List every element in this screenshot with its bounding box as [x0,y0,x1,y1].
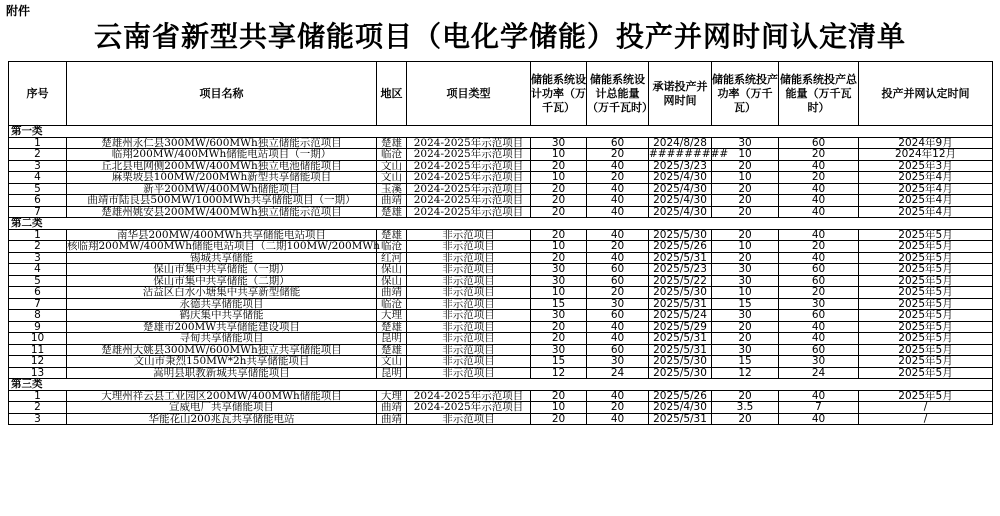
table-row [9,402,993,414]
cell-design-energy: 40 [587,195,649,207]
cell-actual-power: 20 [712,160,779,172]
cell-design-energy: 20 [587,287,649,299]
category-row [9,379,993,391]
cell-confirmed-date: 2025年5月 [859,321,993,333]
category-label: 第二类 [9,218,993,230]
cell-region: 保山 [377,275,407,287]
cell-project-type: 非示范项目 [407,333,531,345]
cell-region: 曲靖 [377,402,407,414]
cell-actual-energy: 7 [779,402,859,414]
cell-actual-power: 15 [712,298,779,310]
cell-promised-date: 2025/5/30 [649,367,712,379]
cell-project-name: 鹤庆集中共享储能 [67,310,377,322]
cell-actual-energy: 20 [779,287,859,299]
cell-design-energy: 40 [587,229,649,241]
cell-confirmed-date: / [859,402,993,414]
col-header-index: 序号 [9,62,67,126]
cell-design-energy: 40 [587,160,649,172]
cell-project-name: 楚雄市200MW共享储能建设项目 [67,321,377,333]
cell-design-energy: 60 [587,310,649,322]
cell-actual-energy: 40 [779,195,859,207]
cell-promised-date: 2025/5/26 [649,241,712,253]
cell-project-name: 麻栗坡县100MW/200MWh新型共享储能项目 [67,172,377,184]
cell-region: 大理 [377,310,407,322]
cell-project-name: 临翔200MW/400MWh储能电站项目（一期） [67,149,377,161]
cell-promised-date: 2025/5/29 [649,321,712,333]
cell-confirmed-date: 2025年5月 [859,310,993,322]
cell-confirmed-date: 2025年5月 [859,252,993,264]
cell-project-name: 曲靖市陆良县500MW/1000MWh共享储能项目（一期） [67,195,377,207]
cell-promised-date: 2025/4/30 [649,402,712,414]
cell-design-energy: 60 [587,264,649,276]
col-header-design-energy: 储能系统设计总能量（万千瓦时） [587,62,649,126]
cell-promised-date: 2025/5/31 [649,344,712,356]
cell-actual-power: 3.5 [712,402,779,414]
cell-design-energy: 20 [587,402,649,414]
cell-confirmed-date: 2025年4月 [859,206,993,218]
cell-design-power: 20 [531,206,587,218]
cell-design-power: 15 [531,356,587,368]
cell-project-type: 非示范项目 [407,229,531,241]
table-row [9,413,993,425]
cell-design-power: 20 [531,390,587,402]
cell-confirmed-date: 2025年4月 [859,183,993,195]
cell-project-name: 新平200MW/400MWh储能项目 [67,183,377,195]
table-row [9,252,993,264]
col-header-project-type: 项目类型 [407,62,531,126]
cell-index: 2 [9,402,67,414]
cell-promised-date: 2025/5/22 [649,275,712,287]
cell-index: 9 [9,321,67,333]
cell-region: 楚雄 [377,344,407,356]
cell-design-power: 20 [531,160,587,172]
table-row [9,160,993,172]
cell-confirmed-date: 2025年5月 [859,275,993,287]
cell-index: 11 [9,344,67,356]
cell-index: 10 [9,333,67,345]
col-header-design-power: 储能系统设计功率（万千瓦） [531,62,587,126]
cell-promised-date: 2025/5/23 [649,264,712,276]
cell-actual-power: 30 [712,310,779,322]
cell-actual-energy: 60 [779,137,859,149]
cell-design-power: 20 [531,333,587,345]
page-title: 云南省新型共享储能项目（电化学储能）投产并网时间认定清单 [93,20,906,53]
cell-project-name: 永德共享储能项目 [67,298,377,310]
cell-design-power: 20 [531,229,587,241]
cell-region: 昆明 [377,333,407,345]
cell-project-type: 2024-2025年示范项目 [407,149,531,161]
table-row [9,275,993,287]
cell-design-energy: 40 [587,333,649,345]
table-row [9,264,993,276]
cell-project-name: 保山市集中共享储能（一期） [67,264,377,276]
cell-confirmed-date: 2024年9月 [859,137,993,149]
cell-actual-energy: 60 [779,310,859,322]
cell-project-type: 2024-2025年示范项目 [407,172,531,184]
cell-actual-energy: 40 [779,321,859,333]
cell-promised-date: 2025/5/26 [649,390,712,402]
cell-region: 曲靖 [377,195,407,207]
cell-actual-power: 20 [712,413,779,425]
cell-actual-energy: 30 [779,298,859,310]
cell-actual-power: 20 [712,390,779,402]
cell-project-name: 南华县200MW/400MWh共享储能电站项目 [67,229,377,241]
cell-index: 4 [9,172,67,184]
cell-project-name: 锡城共享储能 [67,252,377,264]
cell-actual-energy: 40 [779,390,859,402]
cell-region: 玉溪 [377,183,407,195]
cell-project-type: 2024-2025年示范项目 [407,183,531,195]
cell-index: 8 [9,310,67,322]
cell-index: 7 [9,298,67,310]
cell-project-type: 2024-2025年示范项目 [407,160,531,172]
cell-project-type: 非示范项目 [407,298,531,310]
col-header-actual-power: 储能系统投产功率（万千瓦） [712,62,779,126]
cell-promised-date: 2025/4/30 [649,206,712,218]
cell-region: 楚雄 [377,137,407,149]
cell-region: 文山 [377,172,407,184]
cell-region: 临沧 [377,298,407,310]
cell-actual-energy: 60 [779,344,859,356]
cell-actual-power: 30 [712,264,779,276]
cell-confirmed-date: 2025年5月 [859,390,993,402]
table-row [9,149,993,161]
cell-design-power: 30 [531,344,587,356]
cell-design-energy: 40 [587,183,649,195]
cell-design-energy: 20 [587,241,649,253]
cell-project-name: 华能花山200兆瓦共享储能电站 [67,413,377,425]
cell-index: 1 [9,137,67,149]
cell-design-energy: 40 [587,252,649,264]
cell-actual-power: 10 [712,149,779,161]
cell-promised-date: ######### [649,148,729,160]
cell-design-power: 10 [531,402,587,414]
cell-region: 楚雄 [377,206,407,218]
cell-region: 昆明 [377,367,407,379]
cell-actual-energy: 60 [779,264,859,276]
cell-index: 5 [9,183,67,195]
cell-project-type: 非示范项目 [407,367,531,379]
cell-confirmed-date: 2025年4月 [859,172,993,184]
cell-design-energy: 20 [587,172,649,184]
cell-actual-energy: 40 [779,413,859,425]
table-row [9,287,993,299]
cell-design-energy: 60 [587,137,649,149]
cell-actual-energy: 20 [779,241,859,253]
col-header-region: 地区 [377,62,407,126]
cell-project-name: 核临翔200MW/400MWh储能电站项目（二期100MW/200MWh [67,240,380,252]
table-row [9,344,993,356]
cell-design-power: 10 [531,149,587,161]
cell-region: 曲靖 [377,287,407,299]
cell-index: 6 [9,195,67,207]
cell-actual-power: 10 [712,241,779,253]
cell-design-energy: 40 [587,206,649,218]
cell-index: 6 [9,287,67,299]
col-header-promised-date: 承诺投产并网时间 [649,62,712,126]
table-row [9,241,993,253]
cell-project-type: 2024-2025年示范项目 [407,390,531,402]
cell-design-power: 20 [531,183,587,195]
cell-index: 3 [9,413,67,425]
cell-region: 曲靖 [377,413,407,425]
cell-confirmed-date: 2025年5月 [859,367,993,379]
cell-confirmed-date: 2025年5月 [859,241,993,253]
cell-design-energy: 60 [587,344,649,356]
cell-design-power: 30 [531,137,587,149]
cell-project-type: 非示范项目 [407,321,531,333]
cell-promised-date: 2025/5/31 [649,252,712,264]
cell-actual-power: 20 [712,321,779,333]
cell-project-name: 楚雄州姚安县200MW/400MWh独立储能示范项目 [67,206,377,218]
cell-actual-power: 12 [712,367,779,379]
cell-promised-date: 2025/5/30 [649,356,712,368]
cell-region: 保山 [377,264,407,276]
cell-project-name: 丘北县电网侧200MW/400MWh独立电池储能项目 [67,160,377,172]
cell-actual-power: 20 [712,252,779,264]
cell-project-type: 2024-2025年示范项目 [407,195,531,207]
cell-design-energy: 40 [587,413,649,425]
cell-region: 临沧 [377,149,407,161]
cell-confirmed-date: 2025年5月 [859,229,993,241]
cell-actual-energy: 40 [779,183,859,195]
cell-design-power: 30 [531,264,587,276]
cell-design-power: 10 [531,241,587,253]
cell-actual-energy: 40 [779,206,859,218]
cell-actual-power: 30 [712,344,779,356]
cell-design-energy: 40 [587,321,649,333]
category-row [9,218,993,230]
cell-design-power: 12 [531,367,587,379]
cell-actual-energy: 40 [779,333,859,345]
cell-index: 7 [9,206,67,218]
attachment-label: 附件 [6,4,31,18]
cell-actual-energy: 24 [779,367,859,379]
cell-actual-energy: 20 [779,149,859,161]
cell-actual-power: 20 [712,333,779,345]
cell-promised-date: 2025/4/30 [649,183,712,195]
table-row [9,390,993,402]
col-header-project-name: 项目名称 [67,62,377,126]
cell-project-type: 非示范项目 [407,356,531,368]
cell-project-name: 保山市集中共享储能（二期） [67,275,377,287]
cell-promised-date: 2025/5/30 [649,229,712,241]
cell-promised-date: 2025/5/31 [649,413,712,425]
cell-confirmed-date: 2025年5月 [859,298,993,310]
cell-design-power: 20 [531,413,587,425]
cell-promised-date: 2025/4/30 [649,172,712,184]
cell-project-type: 非示范项目 [407,287,531,299]
cell-promised-date: 2024/8/28 [649,137,712,149]
cell-design-energy: 60 [587,275,649,287]
table-row [9,356,993,368]
category-row [9,126,993,138]
col-header-confirmed-date: 投产并网认定时间 [859,62,993,126]
category-label: 第一类 [9,126,993,138]
cell-design-power: 15 [531,298,587,310]
cell-project-type: 非示范项目 [407,310,531,322]
cell-project-type: 2024-2025年示范项目 [407,402,531,414]
table-row [9,310,993,322]
cell-confirmed-date: 2025年3月 [859,160,993,172]
cell-confirmed-date: 2025年5月 [859,264,993,276]
cell-project-name: 嵩明县职教新城共享储能项目 [67,367,377,379]
cell-project-type: 非示范项目 [407,252,531,264]
cell-project-name: 沾益区白水小塘集中共享新型储能 [67,287,377,299]
cell-project-name: 大理州祥云县工业园区200MW/400MWh储能项目 [67,390,377,402]
table-row [9,333,993,345]
cell-region: 文山 [377,356,407,368]
cell-confirmed-date: 2025年5月 [859,344,993,356]
cell-confirmed-date: 2025年4月 [859,195,993,207]
table-row [9,137,993,149]
cell-project-type: 2024-2025年示范项目 [407,137,531,149]
table-row [9,298,993,310]
table-row [9,195,993,207]
table-header-row [9,62,993,126]
cell-design-power: 30 [531,275,587,287]
cell-actual-power: 20 [712,183,779,195]
cell-actual-energy: 30 [779,356,859,368]
cell-design-power: 20 [531,252,587,264]
cell-region: 红河 [377,252,407,264]
cell-actual-power: 30 [712,137,779,149]
cell-project-name: 寻甸共享储能项目 [67,333,377,345]
cell-promised-date: 2025/3/23 [649,160,712,172]
cell-index: 5 [9,275,67,287]
cell-promised-date: 2025/5/31 [649,333,712,345]
cell-actual-energy: 60 [779,275,859,287]
cell-actual-power: 10 [712,287,779,299]
cell-actual-power: 20 [712,195,779,207]
cell-confirmed-date: 2025年5月 [859,333,993,345]
cell-index: 13 [9,367,67,379]
category-label: 第三类 [9,379,993,391]
cell-project-name: 宣威电厂共享储能项目 [67,402,377,414]
table-row [9,183,993,195]
cell-actual-power: 30 [712,275,779,287]
cell-region: 临沧 [377,241,407,253]
cell-actual-energy: 40 [779,229,859,241]
cell-design-energy: 30 [587,298,649,310]
table-row [9,206,993,218]
cell-design-power: 20 [531,321,587,333]
col-header-actual-energy: 储能系统投产总能量（万千瓦时） [779,62,859,126]
cell-actual-power: 10 [712,172,779,184]
project-table [8,61,993,425]
cell-project-name: 楚雄州永仁县300MW/600MWh独立储能示范项目 [67,137,377,149]
cell-region: 文山 [377,160,407,172]
cell-actual-power: 20 [712,229,779,241]
cell-index: 12 [9,356,67,368]
cell-index: 3 [9,160,67,172]
cell-promised-date: 2025/5/24 [649,310,712,322]
cell-project-type: 非示范项目 [407,264,531,276]
cell-promised-date: 2025/5/31 [649,298,712,310]
cell-actual-energy: 40 [779,252,859,264]
cell-region: 楚雄 [377,321,407,333]
cell-index: 3 [9,252,67,264]
cell-index: 2 [9,149,67,161]
cell-project-type: 非示范项目 [407,413,531,425]
cell-project-name: 文山市秉烈150MW*2h共享储能项目 [67,356,377,368]
table-row [9,367,993,379]
cell-design-power: 10 [531,172,587,184]
cell-actual-power: 20 [712,206,779,218]
cell-design-energy: 40 [587,390,649,402]
table-row [9,229,993,241]
cell-actual-energy: 40 [779,160,859,172]
cell-confirmed-date: 2025年5月 [859,356,993,368]
cell-index: 2 [9,241,67,253]
cell-confirmed-date: 2024年12月 [859,149,993,161]
cell-confirmed-date: 2025年5月 [859,287,993,299]
cell-design-energy: 20 [587,149,649,161]
cell-index: 1 [9,390,67,402]
table-row [9,321,993,333]
cell-design-energy: 24 [587,367,649,379]
cell-design-power: 30 [531,310,587,322]
cell-project-type: 非示范项目 [407,344,531,356]
cell-project-type: 2024-2025年示范项目 [407,206,531,218]
cell-actual-energy: 20 [779,172,859,184]
cell-region: 楚雄 [377,229,407,241]
cell-promised-date: 2025/4/30 [649,195,712,207]
cell-design-energy: 30 [587,356,649,368]
cell-confirmed-date: / [859,413,993,425]
cell-actual-power: 15 [712,356,779,368]
table-row [9,172,993,184]
cell-promised-date: 2025/5/30 [649,287,712,299]
cell-index: 1 [9,229,67,241]
cell-design-power: 20 [531,195,587,207]
cell-region: 大理 [377,390,407,402]
cell-project-type: 非示范项目 [407,275,531,287]
cell-index: 4 [9,264,67,276]
cell-project-name: 楚雄州大姚县300MW/600MWh独立共享储能项目 [67,344,377,356]
cell-project-type: 非示范项目 [407,241,531,253]
cell-design-power: 10 [531,287,587,299]
